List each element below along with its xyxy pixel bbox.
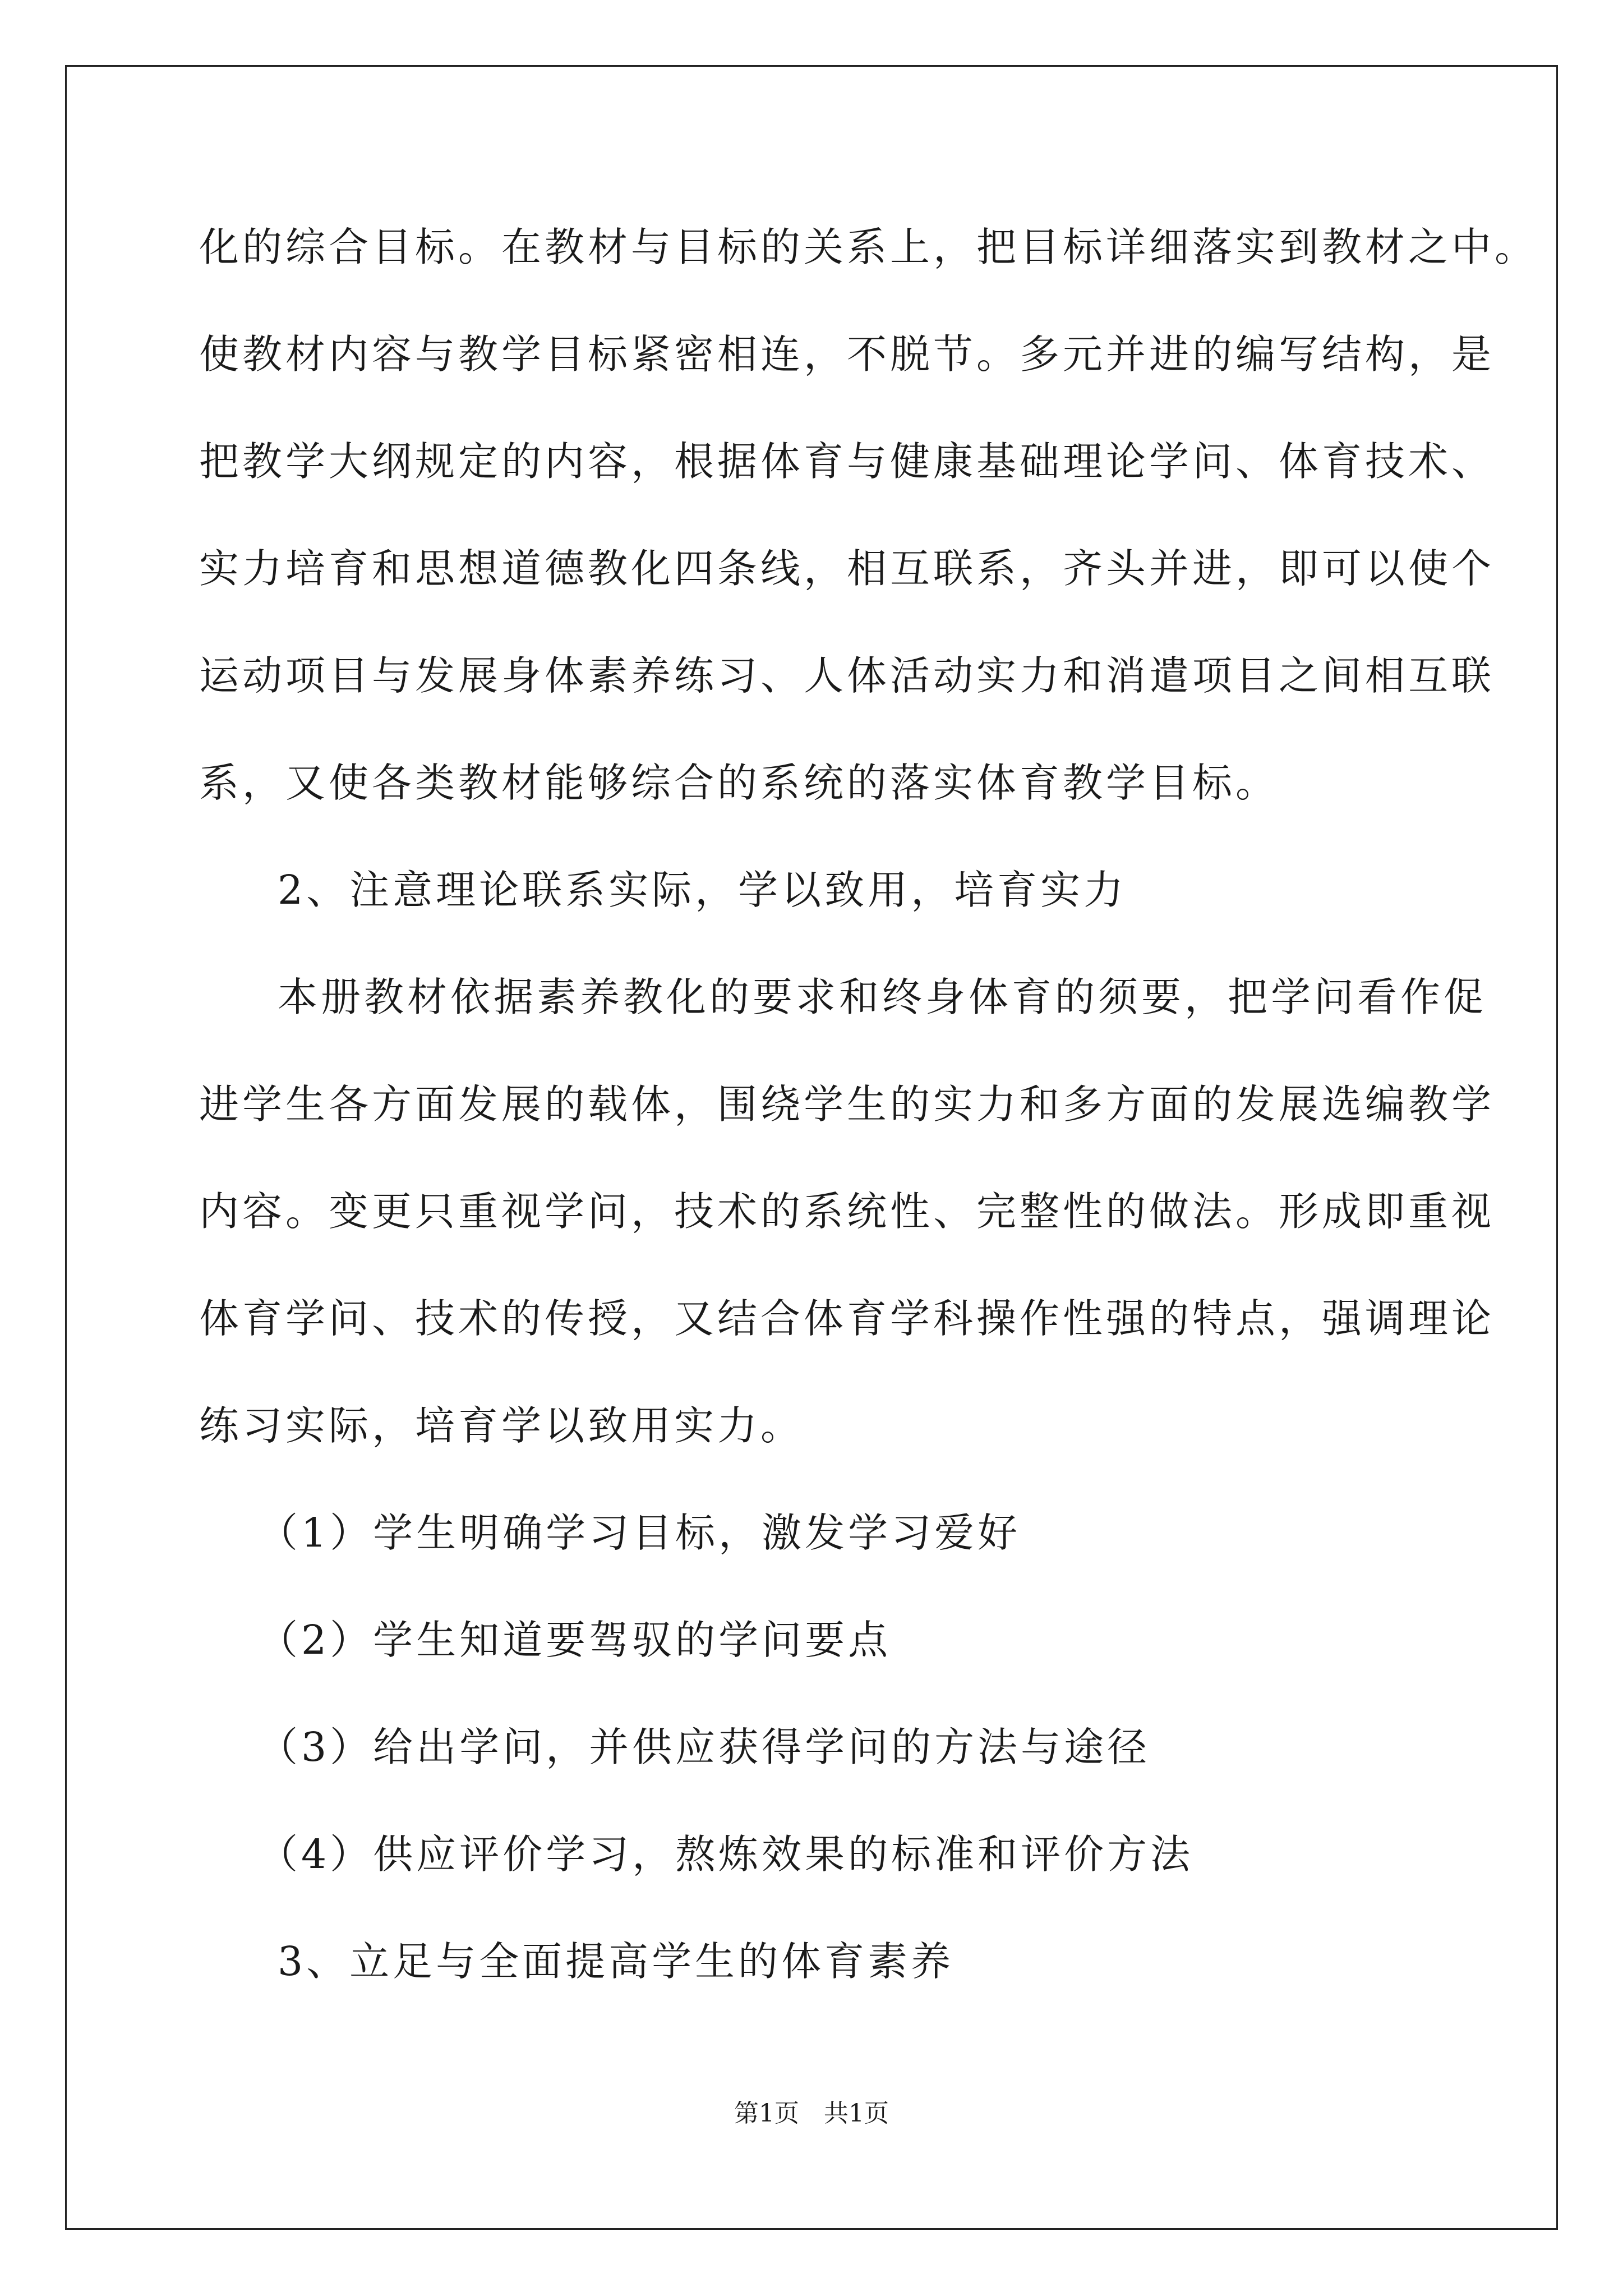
body-line: 内容。变更只重视学问，技术的系统性、完整性的做法。形成即重视 — [199, 1188, 1495, 1235]
paragraph-first-line: 本册教材依据素养教化的要求和终身体育的须要，把学问看作促 — [278, 974, 1487, 1020]
body-line: 体育学问、技术的传授，又结合体育学科操作性强的特点，强调理论 — [199, 1295, 1495, 1342]
section-heading: 2、注意理论联系实际，学以致用，培育实力 — [278, 867, 1127, 913]
document-body — [199, 194, 1538, 2015]
list-item: （3）给出学问，并供应获得学问的方法与途径 — [258, 1724, 1151, 1770]
page-number-footer: 第1页 共1页 — [734, 2099, 889, 2128]
list-item: （4）供应评价学习，熬炼效果的标准和评价方法 — [258, 1831, 1194, 1878]
body-line: 运动项目与发展身体素养练习、人体活动实力和消遣项目之间相互联 — [199, 652, 1495, 699]
list-item: （1）学生明确学习目标，激发学习爱好 — [258, 1510, 1021, 1556]
body-line: 把教学大纲规定的内容，根据体育与健康基础理论学问、体育技术、 — [199, 438, 1495, 485]
body-line: 化的综合目标。在教材与目标的关系上，把目标详细落实到教材之中。 — [199, 224, 1538, 270]
list-item: （2）学生知道要驾驭的学问要点 — [258, 1617, 892, 1663]
section-heading: 3、立足与全面提高学生的体育素养 — [278, 1938, 955, 1985]
body-line: 系，又使各类教材能够综合的系统的落实体育教学目标。 — [199, 760, 1279, 806]
body-line: 实力培育和思想道德教化四条线，相互联系，齐头并进，即可以使个 — [199, 545, 1495, 592]
body-line: 练习实际，培育学以致用实力。 — [199, 1402, 804, 1449]
body-line: 使教材内容与教学目标紧密相连，不脱节。多元并进的编写结构，是 — [199, 331, 1495, 378]
body-line: 进学生各方面发展的载体，围绕学生的实力和多方面的发展选编教学 — [199, 1081, 1495, 1128]
